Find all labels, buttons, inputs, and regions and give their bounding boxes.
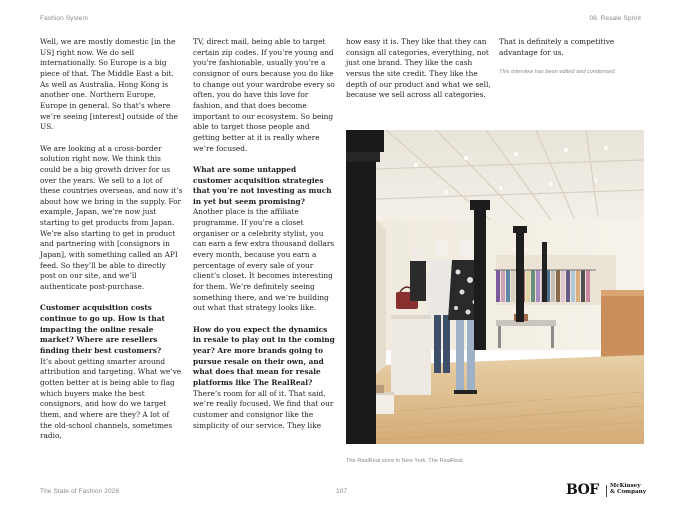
logo-divider [606, 485, 607, 497]
mckinsey-logo [610, 483, 646, 496]
paragraph: how easy it is. They like that they can consign all categories, everything, not just one brand. They like the cash versus the site credit. They like the depth of our product and what we sell, because we sell across all categories. [346, 37, 491, 100]
mckinsey-logo-line: & Company [610, 489, 646, 496]
paragraph: That is definitely a competitive advantage for us. [499, 37, 615, 57]
interview-answer: There’s room for all of it. That said, we’re really focused. We find that our customer and consignor like the simplicity of our service. They like [193, 388, 334, 430]
paragraph: Well, we are mostly domestic [in the US] right now. We do sell internationally. So Europe is a big piece of that. The Middle East a bit. As well as Australia. Hong Kong is another one. Northern Europe, Europe in general. So that’s where we’re seeing [interest] outside of the US. [40, 37, 178, 132]
footer-publication: The State of Fashion 2026 [40, 488, 120, 495]
interview-answer: Another place is the affiliate programme. If you’re a closet organiser or a celebrity stylist, you can earn a few extra thousand dollars every month, because you earn a percentage of every sale of your client’s closet. It becomes interesting for them. We’re definitely seeing something there, and we’re building out what that strategy looks like. [193, 207, 335, 313]
paragraph: We are looking at a cross-border solution right now. We think this could be a big growth driver for us over the years. We sell to a lot of these countries overseas, and now it’s about how we bring in the supply. For example, Japan, we’re now just starting to get products from Japan. We’re also starting to get in product and partnering with [consignors in Japan], with something called an API feed. So they’ll be able to directly post on our site, and we’ll authenticate post-purchase. [40, 143, 183, 292]
text-column-3 [346, 37, 491, 101]
editor-note: This interview has been edited and condensed. [499, 69, 616, 76]
interview-question: What are some untapped customer acquisition strategies that you’re not investing as much in yet but seem promising? [193, 164, 332, 206]
running-header-section: Fashion System [40, 15, 89, 22]
text-column-2 [193, 37, 336, 431]
interview-question: How do you expect the dynamics in resale to play out in the coming year? Are more brands going to pursue resale on their own, and what does that mean for resale platforms like The RealReal? [193, 324, 335, 387]
paragraph: TV, direct mail, being able to target certain zip codes. If you’re young and you’re fashionable, usually you’re a consignor of ours because you do like to change out your wardrobe every so often, you do have this love for fashion, and that does become important to our ecosystem. So being able to target those people and getting better at it is really where we’re focused. [193, 37, 335, 153]
text-column-4 [499, 37, 644, 78]
interview-answer: It’s about getting smarter around attribution and targeting. What we’ve gotten better at is being able to flag which buyers make the best consignors, and how do we target them, and where are they? A lot of the old-school channels, sometimes radio, [40, 356, 182, 441]
store-photo [346, 130, 644, 444]
page-number: 107 [336, 488, 348, 495]
running-header-chapter: 08. Resale Sprint [589, 15, 641, 22]
text-column-1 [40, 37, 183, 442]
mckinsey-logo-line: McKinsey [610, 483, 641, 489]
photo-caption: The RealReal store in New York. The RealReal. [346, 458, 465, 464]
bof-logo: BOF [566, 482, 599, 498]
interview-question: Customer acquisition costs continue to go up. How is that impacting the online resale market? Where are resellers finding their best customers? [40, 303, 165, 355]
